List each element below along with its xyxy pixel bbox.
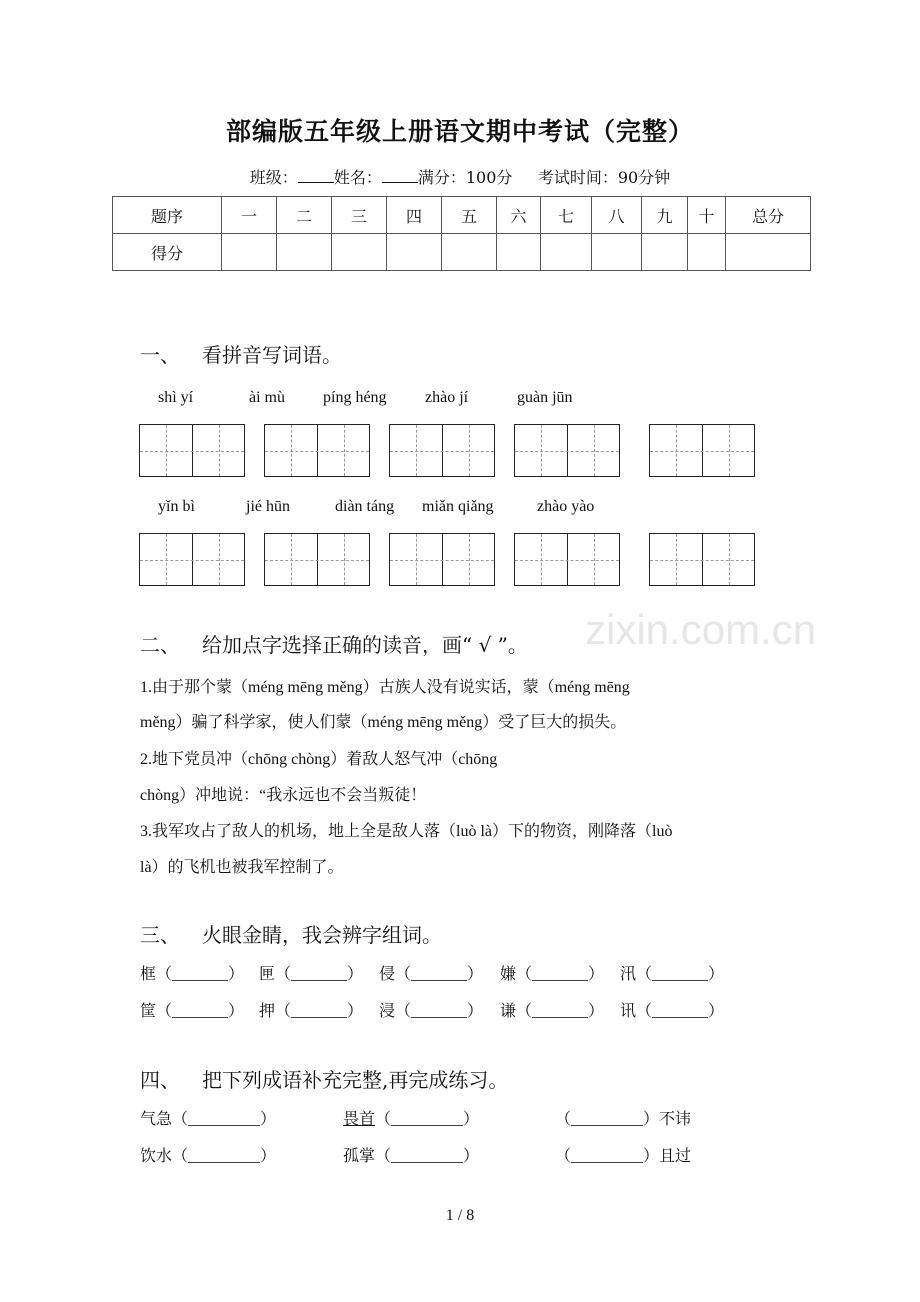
section-3-title: 火眼金睛，我会辨字组词。 [202,923,442,947]
section-4-title: 把下列成语补充完整,再完成练习。 [202,1068,509,1092]
idiom-item[interactable]: 饮水（_________） [140,1148,277,1165]
pinyin: shì yí [158,389,194,406]
idiom-item[interactable]: 畏首（_________） [343,1111,480,1128]
score-table [112,196,811,271]
writing-box[interactable] [264,533,370,586]
score-cell[interactable] [592,234,642,271]
score-cell[interactable] [726,234,811,271]
word-item[interactable]: 框（_______） [140,966,245,983]
pinyin: zhào jí [425,389,469,406]
score-cell[interactable] [277,234,332,271]
score-cell[interactable] [387,234,442,271]
header-cell: 二 [277,197,332,234]
writing-box[interactable] [514,533,620,586]
header-cell: 四 [387,197,442,234]
word-item[interactable]: 谦（_______） [500,1003,605,1020]
header-cell: 七 [541,197,592,234]
header-cell: 八 [592,197,642,234]
question-line: 1.由于那个蒙（méng mēng měng）古族人没有说实话，蒙（méng mēng [140,679,630,696]
full-score: 满分：100分 [417,168,513,187]
word-item[interactable]: 汛（_______） [620,966,725,983]
writing-box[interactable] [649,533,755,586]
word-item[interactable]: 匣（_______） [259,966,364,983]
idiom-item[interactable]: （_________）不讳 [555,1111,692,1128]
exam-time: 考试时间：90分钟 [537,168,671,187]
page-title: 部编版五年级上册语文期中考试（完整） [225,117,694,146]
pinyin: píng héng [323,389,387,406]
header-cell: 三 [332,197,387,234]
score-cell[interactable] [442,234,497,271]
word-item[interactable]: 押（_______） [259,1003,364,1020]
page-number: 1 / 8 [445,1207,475,1224]
header-cell: 题序 [113,197,222,234]
header-cell: 总分 [726,197,811,234]
name-label: 姓名： [333,168,382,187]
pinyin: miǎn qiǎng [422,498,494,515]
score-cell[interactable] [642,234,688,271]
section-1-number: 一、 [140,343,180,367]
class-blank[interactable] [298,168,334,183]
writing-box[interactable] [649,424,755,477]
exam-info [0,168,920,188]
idiom-item[interactable]: 气急（_________） [140,1111,277,1128]
question-line: chòng）冲地说：“我永远也不会当叛徒！ [140,787,427,804]
word-item[interactable]: 筐（_______） [140,1003,245,1020]
pinyin: zhào yào [537,498,595,515]
score-cell[interactable] [332,234,387,271]
word-item[interactable]: 侵（_______） [379,966,484,983]
section-4-number: 四、 [140,1068,180,1092]
section-3-number: 三、 [140,923,180,947]
section-2-title: 给加点字选择正确的读音，画“ √ ”。 [202,633,528,657]
question-line: 2.地下党员冲（chōng chòng）着敌人怒气冲（chōng [140,751,498,768]
writing-box[interactable] [264,424,370,477]
word-item[interactable]: 讯（_______） [620,1003,725,1020]
score-cell[interactable] [541,234,592,271]
row-label: 得分 [113,234,222,271]
word-item[interactable]: 嫌（_______） [500,966,605,983]
section-2-number: 二、 [140,633,180,657]
pinyin: yǐn bì [158,498,195,515]
pinyin: diàn táng [335,498,395,515]
header-cell: 九 [642,197,688,234]
writing-box[interactable] [139,533,245,586]
header-cell: 六 [497,197,541,234]
pinyin: jié hūn [246,498,290,515]
word-item[interactable]: 浸（_______） [379,1003,484,1020]
class-label: 班级： [249,168,298,187]
writing-box[interactable] [514,424,620,477]
pinyin: guàn jūn [517,389,573,406]
question-line: měng）骗了科学家，使人们蒙（méng mēng měng）受了巨大的损失。 [140,714,627,731]
header-cell: 一 [222,197,277,234]
question-line: là）的飞机也被我军控制了。 [140,859,344,876]
name-blank[interactable] [382,168,418,183]
score-cell[interactable] [688,234,726,271]
writing-box[interactable] [389,533,495,586]
header-cell: 十 [688,197,726,234]
idiom-item[interactable]: （_________）且过 [555,1148,692,1165]
score-cell[interactable] [497,234,541,271]
section-1-title: 看拼音写词语。 [202,343,342,367]
writing-box[interactable] [389,424,495,477]
pinyin: ài mù [249,389,285,406]
idiom-item[interactable]: 孤掌（_________） [343,1148,480,1165]
watermark: zixin.com.cn [585,606,817,653]
score-cell[interactable] [222,234,277,271]
score-header-row [113,197,811,234]
question-line: 3.我军攻占了敌人的机场，地上全是敌人落（luò là）下的物资，刚降落（luò [140,823,673,840]
writing-box[interactable] [139,424,245,477]
header-cell: 五 [442,197,497,234]
score-row [113,234,811,271]
